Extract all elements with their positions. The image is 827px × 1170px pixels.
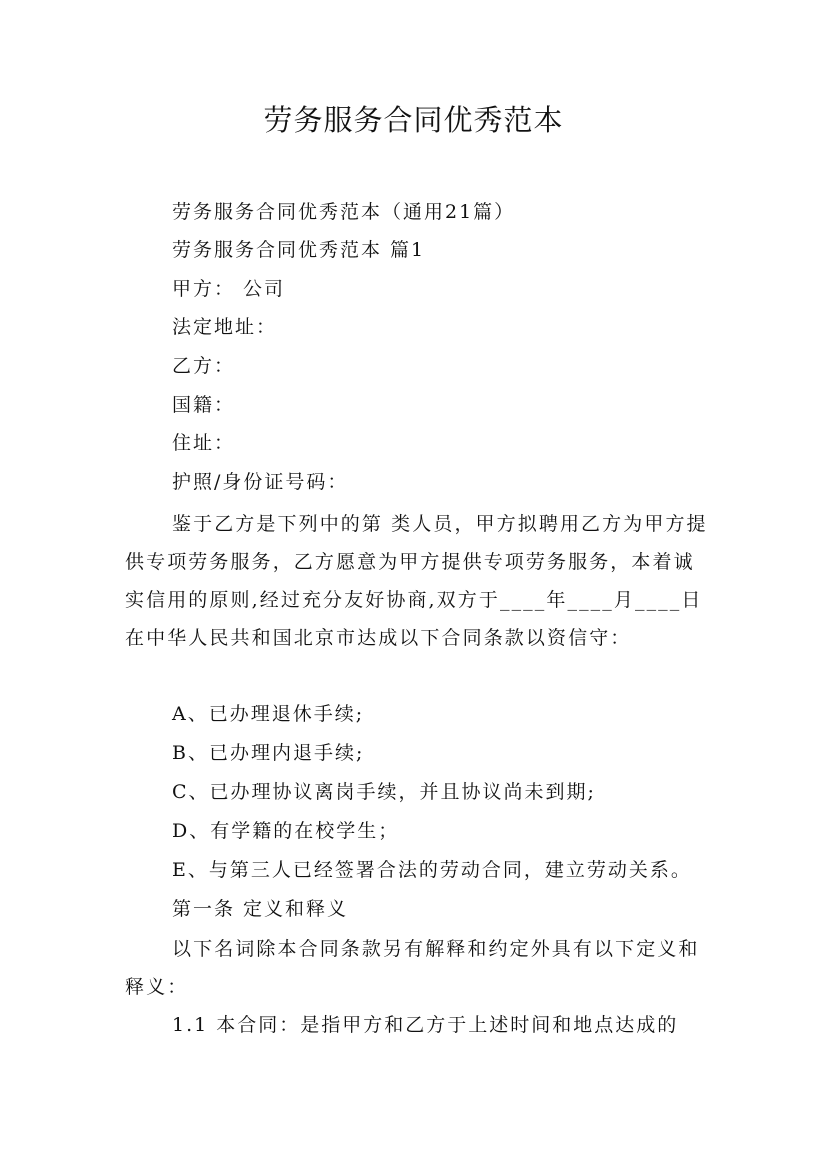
article-1-heading: 第一条 定义和释义	[172, 898, 349, 920]
option-b: B、已办理内退手续;	[172, 742, 365, 764]
document-title: 劳务服务合同优秀范本	[263, 103, 564, 137]
article-1-intro: 以下名词除本合同条款另有解释和约定外具有以下定义和释义：	[125, 938, 700, 998]
clause-1-1: 1.1 本合同：是指甲方和乙方于上述时间和地点达成的	[172, 1014, 679, 1036]
address-line: 住址：	[172, 432, 236, 454]
party-a-line: 甲方： 公司	[172, 278, 286, 300]
subtitle-line: 劳务服务合同优秀范本（通用21篇）	[172, 201, 516, 223]
preamble-paragraph: 鉴于乙方是下列中的第 类人员，甲方拟聘用乙方为甲方提供专项劳务服务，乙方愿意为甲方提供专项劳务服务，本着诚实信用的原则,经过充分友好协商,双方于____年____月____日在中华人民共和国北京市达成以下合同条款以资信守：	[125, 513, 708, 649]
option-c: C、已办理协议离岗手续，并且协议尚未到期;	[172, 781, 596, 803]
option-e: E、与第三人已经签署合法的劳动合同，建立劳动关系。	[172, 859, 692, 881]
id-number-line: 护照/身份证号码：	[172, 471, 349, 493]
legal-address-line: 法定地址：	[172, 316, 278, 338]
section-heading-line: 劳务服务合同优秀范本 篇1	[172, 239, 426, 261]
option-a: A、已办理退休手续;	[172, 703, 365, 725]
option-d: D、有学籍的在校学生；	[172, 820, 400, 842]
party-b-line: 乙方：	[172, 355, 236, 377]
nationality-line: 国籍：	[172, 394, 236, 416]
